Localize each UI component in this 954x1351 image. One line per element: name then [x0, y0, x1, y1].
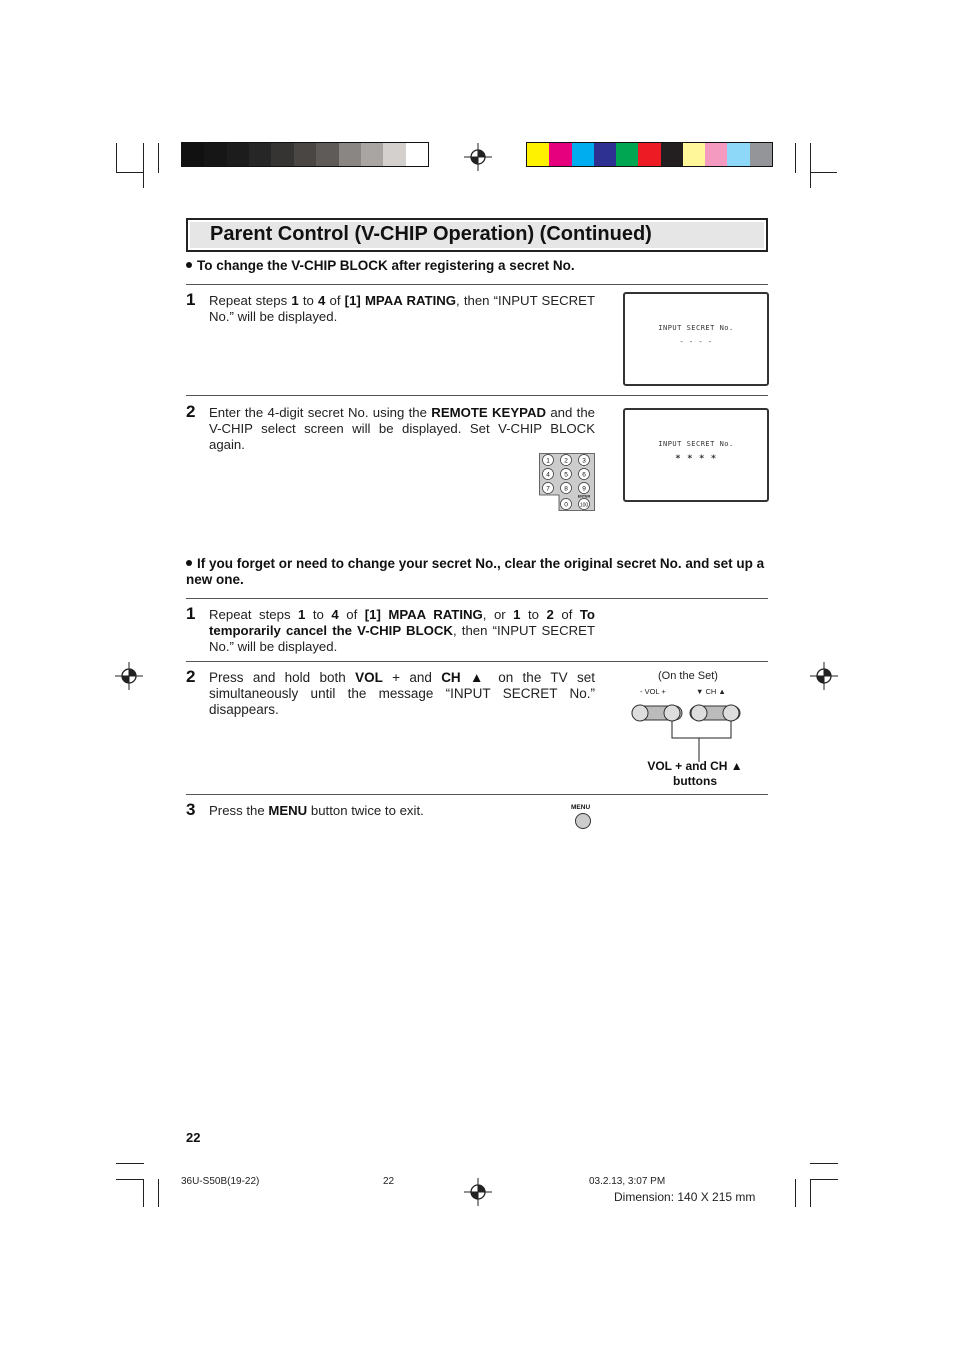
color-swatch [204, 143, 226, 166]
screen-digits: - - - - [679, 338, 713, 346]
keypad-enter-label: ENTER [577, 494, 591, 499]
keypad-key-label: 1 [546, 457, 550, 465]
page-number: 22 [186, 1130, 201, 1145]
divider [186, 598, 768, 599]
text-run: to [305, 607, 332, 622]
keypad-key-label: 7 [546, 485, 550, 493]
color-bar [526, 142, 773, 167]
text-run: , or [482, 607, 514, 622]
text-run: of [338, 607, 365, 622]
text-run: Repeat steps [209, 293, 292, 308]
bold-text: To temporarily cancel the V-CHIP BLOCK [209, 607, 595, 638]
keypad-key-label: 5 [564, 471, 568, 479]
step-number: 3 [186, 800, 196, 819]
bold-text: VOL [355, 670, 383, 685]
bold-text: 4 [331, 607, 339, 622]
step-text [209, 293, 595, 325]
remote-keypad-icon [539, 453, 595, 511]
keypad-key-label: 9 [582, 485, 586, 493]
footer-page: 22 [383, 1176, 395, 1187]
text-run: Enter the 4-digit secret No. using the [209, 405, 432, 420]
bold-text: REMOTE KEYPAD [431, 405, 547, 420]
section1-heading [186, 258, 766, 274]
divider [186, 661, 768, 662]
text-run: of [553, 607, 580, 622]
menu-button-icon [574, 812, 592, 830]
text-run: Press and hold both [209, 670, 356, 685]
screen-prompt: INPUT SECRET No. [658, 324, 734, 332]
text-run: Press the [209, 803, 269, 818]
section1-heading-text: To change the V-CHIP BLOCK after registering a secret No. [197, 258, 575, 273]
bold-text: 2 [546, 607, 554, 622]
text-run: and the V-CHIP select screen will be displayed. Set V-CHIP BLOCK again. [209, 405, 595, 452]
text-run: , then “INPUT SECRET No.” will be displayed. [209, 623, 595, 654]
bullet-icon [186, 560, 192, 566]
color-swatch [750, 143, 772, 166]
step-text [209, 405, 595, 453]
page-title: Parent Control (V-CHIP Operation) (Continued) [210, 223, 652, 245]
keypad-key-label: 3 [582, 457, 586, 465]
screen-prompt: INPUT SECRET No. [658, 440, 734, 448]
bold-text: 4 [318, 293, 326, 308]
registration-mark-icon [463, 142, 493, 172]
text-run: + and [382, 670, 442, 685]
text-run: to [520, 607, 547, 622]
color-swatch [549, 143, 571, 166]
bold-text: [1] MPAA RATING [364, 607, 483, 622]
on-set-caption: (On the Set) [658, 670, 718, 682]
bold-text: [1] MPAA RATING [344, 293, 457, 308]
text-run: to [298, 293, 319, 308]
bold-text: 1 [513, 607, 521, 622]
divider [186, 284, 768, 285]
text-run: on the TV set simultaneously until the message “INPUT SECRET No.” disappears. [209, 670, 595, 717]
color-swatch [683, 143, 705, 166]
keypad-key-label: 2 [564, 457, 568, 465]
color-swatch [383, 143, 405, 166]
text-run: Repeat steps [209, 607, 299, 622]
title-box [186, 218, 768, 252]
screen-digits: * * * * [675, 454, 717, 464]
keypad-key-label: 4 [546, 471, 550, 479]
step-number: 2 [186, 402, 196, 421]
buttons-caption-line2: buttons [673, 774, 717, 788]
bullet-icon [186, 262, 192, 268]
color-swatch [316, 143, 338, 166]
step-number: 1 [186, 604, 196, 623]
text-run: of [325, 293, 345, 308]
footer-dimension: Dimension: 140 X 215 mm [614, 1190, 756, 1204]
menu-label: MENU [571, 804, 591, 811]
color-swatch [616, 143, 638, 166]
color-swatch [182, 143, 204, 166]
keypad-key-label: 8 [564, 485, 568, 493]
color-swatch [527, 143, 549, 166]
divider [186, 395, 768, 396]
buttons-caption-line1: VOL + and CH ▲ [647, 759, 743, 773]
step-text [209, 803, 595, 819]
section2-heading [186, 556, 770, 588]
color-swatch [661, 143, 683, 166]
bold-text: 1 [298, 607, 306, 622]
tv-panel-buttons-diagram [628, 700, 746, 764]
keypad-key-label: 0 [564, 501, 568, 509]
color-swatch [572, 143, 594, 166]
registration-mark-icon [809, 661, 839, 691]
bold-text: 1 [291, 293, 299, 308]
buttons-caption [624, 759, 766, 789]
tv-screen-display [623, 292, 769, 386]
color-swatch [594, 143, 616, 166]
color-swatch [705, 143, 727, 166]
ch-label: ▼ CH ▲ [696, 687, 726, 696]
keypad-key-label: 6 [582, 471, 586, 479]
registration-mark-icon [463, 1177, 493, 1207]
color-swatch [638, 143, 660, 166]
step-number: 1 [186, 290, 196, 309]
color-swatch [406, 143, 428, 166]
color-swatch [339, 143, 361, 166]
keypad-key-label: 100 [579, 502, 589, 509]
text-run: button twice to exit. [307, 803, 424, 818]
color-swatch [271, 143, 293, 166]
footer-file: 36U-S50B(19-22) [181, 1176, 260, 1187]
step-text [209, 607, 595, 655]
tv-screen-display [623, 408, 769, 502]
color-swatch [727, 143, 749, 166]
text-run: , then “INPUT SECRET No.” will be displayed. [209, 293, 596, 324]
step-text [209, 670, 595, 718]
vol-label: - VOL + [640, 687, 666, 696]
registration-mark-icon [114, 661, 144, 691]
footer-date: 03.2.13, 3:07 PM [589, 1176, 666, 1187]
color-swatch [249, 143, 271, 166]
color-swatch [361, 143, 383, 166]
color-swatch [294, 143, 316, 166]
bold-text: CH ▲ [441, 670, 489, 685]
step-number: 2 [186, 667, 196, 686]
divider [186, 794, 768, 795]
color-swatch [227, 143, 249, 166]
bold-text: MENU [268, 803, 308, 818]
section2-heading-text: If you forget or need to change your secret No., clear the original secret No. and set up a new one. [186, 556, 765, 587]
grayscale-bar [181, 142, 429, 167]
